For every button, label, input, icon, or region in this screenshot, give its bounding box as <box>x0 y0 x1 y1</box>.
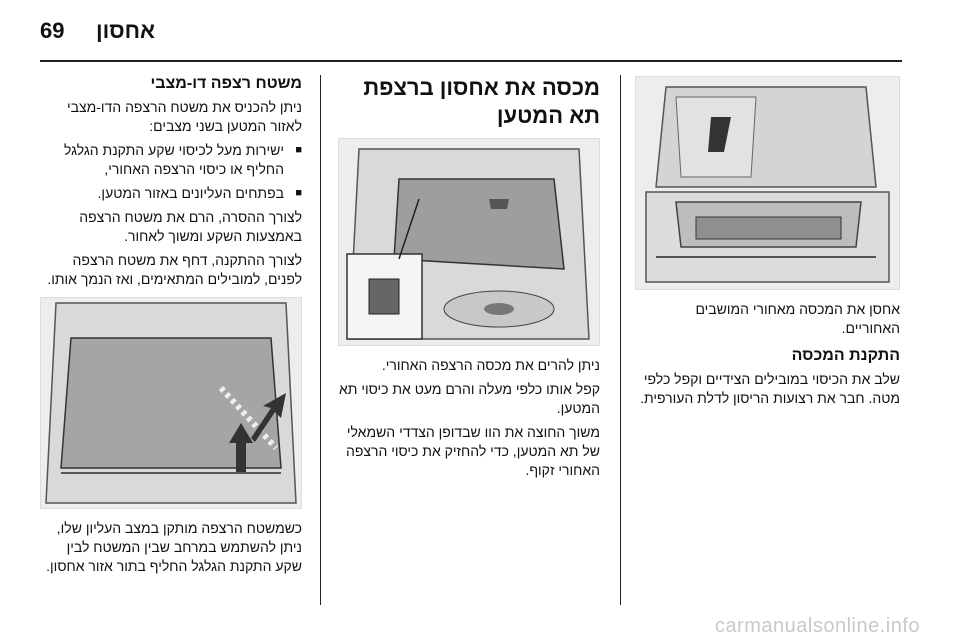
right-column <box>635 76 900 413</box>
list-item: ■ ישירות מעל לכיסוי שקע התקנת הגלגל החליף או כיסוי הרצפה האחורי, <box>40 141 302 179</box>
install-heading: התקנת המכסה <box>791 347 900 364</box>
column-divider-left <box>320 75 321 605</box>
cover-stowing-illustration <box>636 77 899 289</box>
floor-cover-illustration <box>339 139 599 345</box>
figure-floor-cover <box>338 138 600 346</box>
page-title: אחסון <box>96 18 156 43</box>
floor-cover-text-2: קפל אותו כלפי מעלה והרם מעט את כיסוי תא המטען. <box>338 381 600 416</box>
column-divider-right <box>620 75 621 605</box>
floor-panel-illustration <box>41 298 301 508</box>
storage-text: כשמשטח הרצפה מותקן במצב העליון שלו, ניתן להשתמש במרחב שבין המשטח לבין שקע התקנת הגלגל החליף בתור אזור אחסון. <box>46 520 302 574</box>
installation-text: לצורך ההתקנה, דחף את משטח הרצפה לפנים, למובילים המתאימים, ואז הנמך אותו. <box>47 252 302 287</box>
position-list <box>40 141 302 203</box>
install-text: שלב את הכיסוי במובילים הצידיים וקפל כלפי מטה. חבר את רצועות הריסון לדלת העורפית. <box>640 371 900 406</box>
two-position-intro: ניתן להכניס את משטח הרצפה הדו-מצבי לאזור המטען בשני מצבים: <box>66 99 302 134</box>
floor-cover-text-3: משוך החוצה את הוו שבדופן הצדדי השמאלי של תא המטען, כדי להחזיק את כיסוי הרצפה האחורי זקוף. <box>345 424 600 478</box>
removal-text: לצורך ההסרה, הרם את משטח הרצפה באמצעות השקע ומשוך לאחור. <box>79 209 302 244</box>
figure-cover-stowing <box>635 76 900 290</box>
watermark: carmanualsonline.info <box>714 615 920 637</box>
middle-column <box>338 74 600 485</box>
list-item: ■ בפתחים העליונים באזור המטען. <box>40 184 302 203</box>
floor-cover-text-1: ניתן להרים את מכסה הרצפה האחורי. <box>381 357 600 373</box>
intro-text: אחסן את המכסה מאחורי המושבים האחוריים. <box>695 301 900 336</box>
left-column <box>40 74 302 581</box>
figure-floor-panel <box>40 297 302 509</box>
header-rule <box>40 60 902 62</box>
middle-heading: מכסה את אחסון ברצפת תא המטען <box>363 75 600 128</box>
left-heading: משטח רצפה דו-מצבי <box>150 75 302 92</box>
page-number: 69 <box>40 18 65 43</box>
